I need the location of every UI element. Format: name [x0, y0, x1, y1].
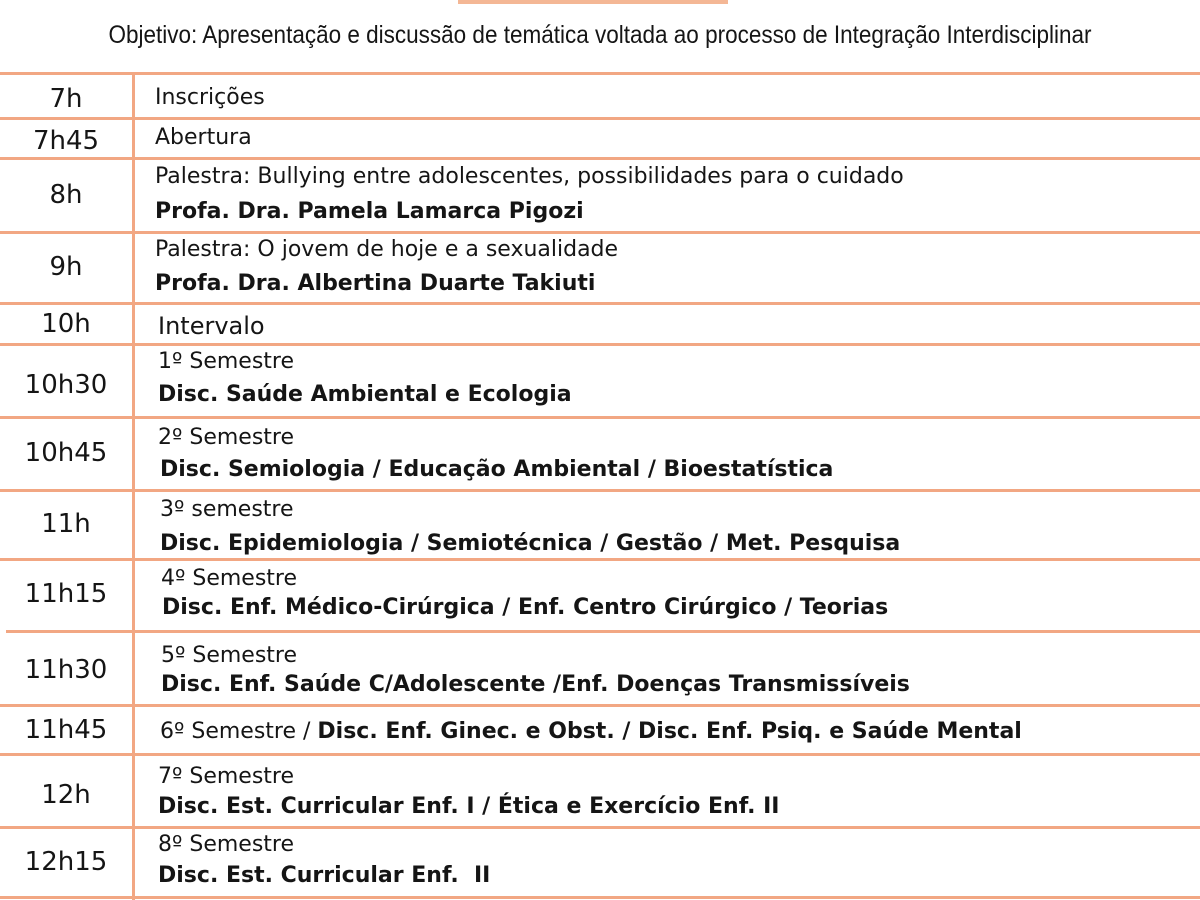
activity-text: Inscrições — [155, 85, 265, 110]
discipline-list: Disc. Est. Curricular Enf. I / Ética e Exercício Enf. II — [158, 794, 780, 819]
speaker-name: Profa. Dra. Pamela Lamarca Pigozi — [155, 199, 584, 224]
semester-label: 3º semestre — [160, 497, 294, 522]
semester-label: 5º Semestre — [161, 643, 298, 668]
time-cell: 8h — [49, 180, 83, 210]
discipline-list: Disc. Semiologia / Educação Ambiental / Bioestatística — [160, 457, 834, 482]
semester-label: 7º Semestre — [158, 764, 295, 789]
time-cell: 7h — [49, 84, 83, 114]
row-divider — [0, 489, 1200, 492]
semester-label: 1º Semestre — [158, 349, 295, 374]
time-cell: 12h — [41, 780, 91, 810]
discipline-list: Disc. Enf. Médico-Cirúrgica / Enf. Centro Cirúrgico / Teorias — [162, 595, 889, 620]
time-cell: 10h45 — [24, 438, 108, 468]
speaker-name: Profa. Dra. Albertina Duarte Takiuti — [155, 271, 596, 296]
discipline-list: Disc. Enf. Saúde C/Adolescente /Enf. Doenças Transmissíveis — [161, 672, 910, 697]
activity-text: Palestra: O jovem de hoje e a sexualidade — [155, 237, 619, 262]
row-divider — [0, 72, 1200, 75]
activity-text: Palestra: Bullying entre adolescentes, possibilidades para o cuidado — [155, 164, 904, 189]
time-cell: 11h15 — [24, 579, 108, 609]
discipline-list: Disc. Saúde Ambiental e Ecologia — [158, 382, 572, 407]
time-cell: 11h — [41, 509, 91, 539]
time-cell: 10h30 — [24, 370, 108, 400]
row-divider — [0, 416, 1200, 419]
time-cell: 12h15 — [24, 847, 108, 877]
row-divider — [0, 302, 1200, 305]
time-cell: 11h45 — [24, 715, 108, 745]
time-cell: 7h45 — [32, 126, 100, 156]
header-tab-decoration — [458, 0, 728, 4]
row-divider — [0, 753, 1200, 756]
objective-heading: Objetivo: Apresentação e discussão de temática voltada ao processo de Integração Interdisciplinar — [108, 21, 1092, 49]
discipline-list: Disc. Enf. Ginec. e Obst. / Disc. Enf. Psiq. e Saúde Mental — [317, 719, 1022, 744]
row-divider — [0, 704, 1200, 707]
semester-label: 6º Semestre / — [160, 719, 318, 744]
semester-discipline-line — [160, 716, 1022, 748]
row-divider — [0, 157, 1200, 160]
semester-label: 4º Semestre — [161, 566, 298, 591]
time-cell: 10h — [41, 309, 91, 339]
semester-label: 2º Semestre — [158, 425, 295, 450]
discipline-list: Disc. Est. Curricular Enf. II — [158, 863, 491, 888]
semester-label: 8º Semestre — [158, 832, 295, 857]
activity-text: Intervalo — [158, 312, 265, 340]
time-column-divider — [132, 73, 135, 900]
row-divider — [6, 630, 1200, 633]
row-divider — [0, 896, 1200, 899]
row-divider — [0, 117, 1200, 120]
activity-text: Abertura — [155, 125, 252, 150]
time-cell: 9h — [49, 252, 83, 282]
discipline-list: Disc. Epidemiologia / Semiotécnica / Gestão / Met. Pesquisa — [160, 531, 901, 556]
time-cell: 11h30 — [24, 655, 108, 685]
